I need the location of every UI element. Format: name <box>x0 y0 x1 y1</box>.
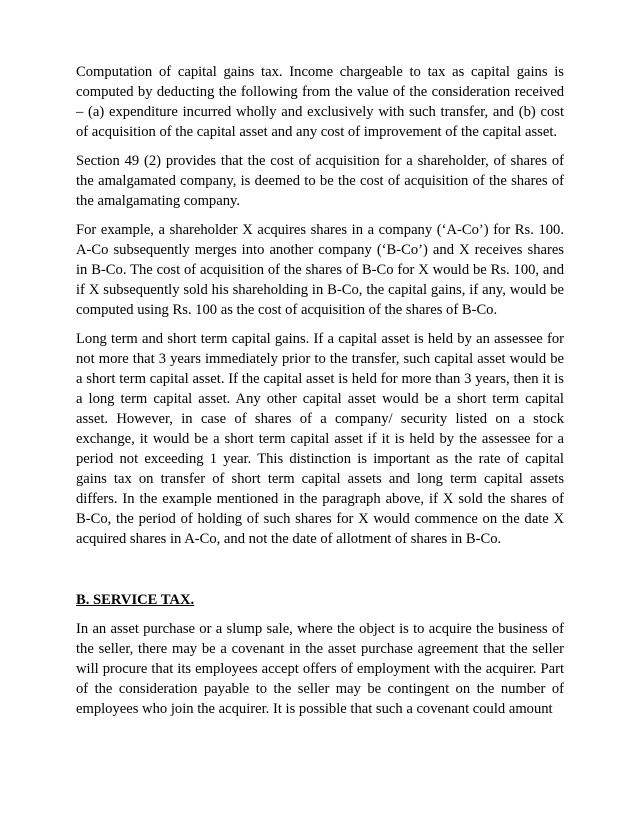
document-page <box>76 62 564 728</box>
paragraph-capital-gains-computation: Computation of capital gains tax. Income chargeable to tax as capital gains is computed by deducting the following from the value of the consideration received – (a) expenditure incurred wholly and exclusively with such transfer, and (b) cost of acquisition of the capital asset and any cost of improvement of the capital asset. <box>76 64 564 140</box>
paragraph-example: For example, a shareholder X acquires shares in a company (‘A-Co’) for Rs. 100. A-Co subsequently merges into another company (‘B-Co’) and X receives shares in B-Co. The cost of acquisition of the shares of B-Co for X would be Rs. 100, and if X subsequently sold his shareholding in B-Co, the capital gains, if any, would be computed using Rs. 100 as the cost of acquisition of the shares of B-Co. <box>76 222 564 318</box>
paragraph-service-tax: In an asset purchase or a slump sale, where the object is to acquire the business of the seller, there may be a covenant in the asset purchase agreement that the seller will procure that its employees accept offers of employment with the acquirer. Part of the consideration payable to the seller may be contingent on the number of employees who join the acquirer. It is possible that such a covenant could amount <box>76 621 564 717</box>
paragraph-section-49: Section 49 (2) provides that the cost of acquisition for a shareholder, of shares of the amalgamated company, is deemed to be the cost of acquisition of the shares of the amalgamating company. <box>76 153 564 209</box>
paragraph-long-short-term: Long term and short term capital gains. If a capital asset is held by an assessee for not more that 3 years immediately prior to the transfer, such capital asset would be a short term capital asset. If the capital asset is held for more than 3 years, then it is a long term capital asset. Any other capital asset would be a short term capital asset. However, in case of shares of a company/ security listed on a stock exchange, it would be a short term capital asset if it is held by the assessee for a period not exceeding 1 year. This distinction is important as the rate of capital gains tax on transfer of short term capital assets and long term capital assets differs. In the example mentioned in the paragraph above, if X sold the shares of B-Co, the period of holding of such shares for X would commence on the date X acquired shares in A-Co, and not the date of allotment of shares in B-Co. <box>76 331 564 547</box>
section-heading-service-tax: B. SERVICE TAX. <box>76 592 195 608</box>
